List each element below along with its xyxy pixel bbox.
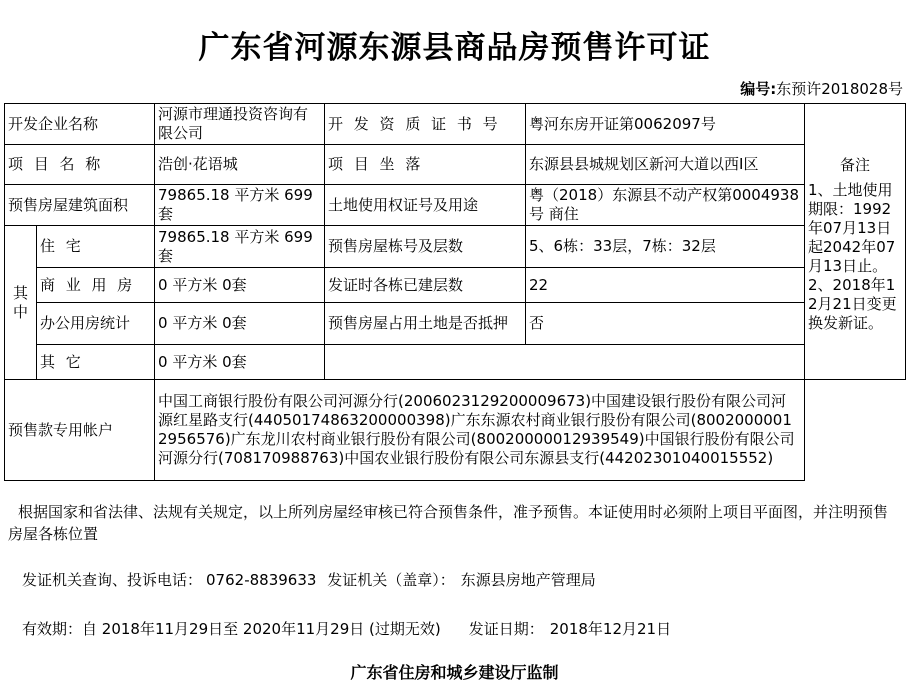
table-row [5,345,906,380]
qualification-label: 开 发 资 质 证 书 号 [325,104,526,145]
phone-number: 0762-8839633 [206,571,317,589]
validity-period: 自 2018年11月29日至 2020年11月29日 (过期无效) [82,620,441,638]
office-label: 办公用房统计 [37,303,155,345]
residential-value: 79865.18 平方米 699套 [155,226,325,268]
table-row [5,380,906,481]
issue-date-label: 发证日期： [468,620,544,638]
approval-statement: 根据国家和省法律、法规有关规定，以上所列房屋经审核已符合预售条件，准予预售。本证使用时必须附上项目平面图，并注明预售房屋各栋位置 [8,503,889,543]
permit-number-value: 东预许2018028号 [776,80,903,98]
commercial-value: 0 平方米 0套 [155,268,325,303]
built-floors-value: 22 [526,268,805,303]
mortgage-label: 预售房屋占用土地是否抵押 [325,303,526,345]
table-row [5,104,906,145]
validity-label: 有效期： [22,620,83,638]
built-floors-label: 发证时各栋已建层数 [325,268,526,303]
residential-label: 住 宅 [37,226,155,268]
phone-label: 发证机关查询、投诉电话： [22,571,203,589]
authority-label: 发证机关（盖章）： [327,571,455,589]
among-label: 其中 [5,226,37,380]
mortgage-value: 否 [526,303,805,345]
empty-cell [325,345,805,380]
table-row [5,268,906,303]
table-row [5,303,906,345]
building-label: 预售房屋栋号及层数 [325,226,526,268]
project-name-label: 项 目 名 称 [5,145,155,185]
permit-number [740,78,903,99]
commercial-label: 商 业 用 房 [37,268,155,303]
issue-date: 2018年12月21日 [549,620,672,638]
land-cert-value: 粤（2018）东源县不动产权第0004938号 商住 [526,185,805,226]
developer-label: 开发企业名称 [5,104,155,145]
table-row [5,185,906,226]
presale-area-label: 预售房屋建筑面积 [5,185,155,226]
authority-name: 东源县房地产管理局 [460,571,596,589]
page-title: 广东省河源东源县商品房预售许可证 [198,30,711,66]
office-value: 0 平方米 0套 [155,303,325,345]
permit-table [4,103,906,481]
location-value: 东源县县城规划区新河大道以西I区 [526,145,805,185]
building-value: 5、6栋：33层，7栋：32层 [526,226,805,268]
permit-number-label: 编号: [740,80,777,98]
table-row [5,226,906,268]
footer-supervisor: 广东省住房和城乡建设厅监制 [350,663,559,682]
other-value: 0 平方米 0套 [155,345,325,380]
account-value: 中国工商银行股份有限公司河源分行(2006023129200009673)中国建设银行股份有限公司河源红星路支行(44050174863200000398)广东东源农村商业银行股份有限公司(80020000012956576)广东龙川农村商业银行股份有限公司(80020000012939549)中国银行股份有限公司河源分行(708170988763)中国农业银行股份有限公司东源县支行(44202301040015552) [155,380,805,481]
contact-line [22,569,596,590]
presale-area-value: 79865.18 平方米 699套 [155,185,325,226]
project-name-value: 浩创·花语城 [155,145,325,185]
developer-value: 河源市理通投资咨询有限公司 [155,104,325,145]
table-row [5,145,906,185]
location-label: 项 目 坐 落 [325,145,526,185]
land-cert-label: 土地使用权证号及用途 [325,185,526,226]
remarks-label: 备注 [840,155,871,174]
other-label: 其 它 [37,345,155,380]
remarks-cell [805,104,906,380]
qualification-value: 粤河东房开证第0062097号 [526,104,805,145]
validity-line [22,618,671,639]
account-label: 预售款专用帐户 [5,380,155,481]
remarks-value: 1、土地使用期限：1992年07月13日起2042年07月13日止。2、2018年12月21日变更换发新证。 [808,180,897,332]
